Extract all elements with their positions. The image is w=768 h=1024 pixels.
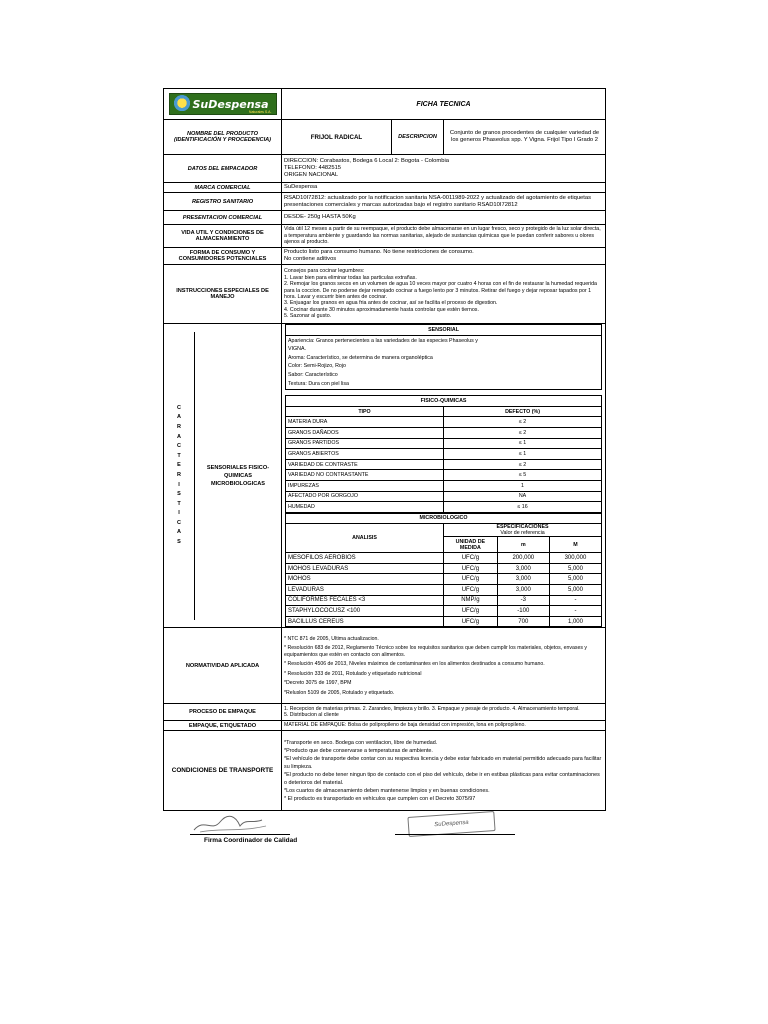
fq-row bbox=[286, 470, 602, 481]
micro-analisis: BACILLUS CEREUS bbox=[286, 616, 444, 627]
transporte-label: CONDICIONES DE TRANSPORTE bbox=[164, 731, 282, 811]
micro-m: 3,000 bbox=[497, 574, 549, 585]
sensorial-table bbox=[285, 324, 602, 390]
fq-row bbox=[286, 502, 602, 513]
fq-title: FISICO-QUIMICAS bbox=[286, 396, 602, 407]
micro-M: - bbox=[549, 606, 601, 617]
fq-defecto: ≤ 2 bbox=[444, 417, 602, 428]
fq-defecto: ≤ 2 bbox=[444, 459, 602, 470]
micro-M: 5,000 bbox=[549, 585, 601, 596]
logo-subtext: Naturales S.A. bbox=[248, 110, 272, 114]
presentacion-value: DESDE- 250g HASTA 50Kg bbox=[282, 211, 606, 225]
sensorial-body: Apariencia: Granos pertenecientes a las variedades de las especies Phaseolus y VIGNA. Aroma: Característico, se determina de manera organoléptica Color: Semi-Rojizo, Rojo Sabor: Característico Textura: Dura con piel lisa bbox=[286, 335, 602, 390]
micro-header-M: M bbox=[549, 537, 601, 553]
fq-tipo: GRANOS ABIERTOS bbox=[286, 449, 444, 460]
ficha-tecnica-document bbox=[163, 88, 605, 811]
signature-scribble bbox=[190, 812, 270, 836]
vertical-letter: A bbox=[177, 529, 181, 536]
fq-defecto: ≤ 16 bbox=[444, 502, 602, 513]
instrucciones-label: INSTRUCCIONES ESPECIALES DE MANEJO bbox=[164, 265, 282, 324]
marca-value: SuDespensa bbox=[282, 183, 606, 193]
micro-m: 3,000 bbox=[497, 585, 549, 596]
presentacion-label: PRESENTACION COMERCIAL bbox=[164, 211, 282, 225]
sensorial-title: SENSORIAL bbox=[286, 325, 602, 336]
micro-title: MICROBIOLOGICO bbox=[286, 513, 602, 524]
vertical-letter: E bbox=[177, 462, 181, 469]
fq-tipo: AFECTADO POR GORGOJO bbox=[286, 491, 444, 502]
micro-unidad: UFC/g bbox=[444, 563, 498, 574]
empacador-value: DIRECCION: Corabastos, Bodega 6 Local 2: Bogota - Colombia TELEFONO: 4482515 ORIGEN NACIONAL bbox=[282, 155, 606, 183]
document-title: FICHA TECNICA bbox=[282, 89, 606, 120]
fq-row bbox=[286, 449, 602, 460]
fq-defecto: ≤ 5 bbox=[444, 470, 602, 481]
fq-defecto: NA bbox=[444, 491, 602, 502]
micro-row bbox=[286, 553, 602, 564]
micro-analisis: MOHOS bbox=[286, 574, 444, 585]
micro-analisis: LEVADURAS bbox=[286, 585, 444, 596]
producto-name: FRIJOL RADICAL bbox=[282, 120, 392, 155]
fq-tipo: GRANOS PARTIDOS bbox=[286, 438, 444, 449]
vertical-letter: C bbox=[177, 519, 181, 526]
fq-tipo: VARIEDAD NO CONTRASTANTE bbox=[286, 470, 444, 481]
sun-icon bbox=[173, 95, 191, 113]
registro-value: RSAD10I72812: actualizado por la notificacion sanitaria NSA-0011989-2022 y actualizado del agotamiento de etiquetas presentaciones comerciales y marcas autorizadas bajo el registro sanitario RSAD10I72812 bbox=[282, 193, 606, 211]
fq-row bbox=[286, 480, 602, 491]
micro-analisis: MOHOS LEVADURAS bbox=[286, 563, 444, 574]
vida-label: VIDA UTIL Y CONDICIONES DE ALMACENAMIENTO bbox=[164, 225, 282, 248]
micro-row bbox=[286, 585, 602, 596]
microbiologico-table bbox=[285, 513, 602, 628]
descripcion-label: DESCRIPCION bbox=[392, 120, 444, 155]
instrucciones-value: Consejos para cocinar legumbres: 1. Lavar bien para eliminar todas las particulas extrañas. 2. Remojar los granos secos en un volumen de agua 10 veces mayor por cuatro 4 horas con el fin de restaurar la humedad requerida para la coccion. De no poderse dejar remojado cocinar a fuego lento por 3 minutos. Retirar del fuego y dejar reposar tapados por 1 hora. Lavar y escurrir bien antes de cocinar. 3. Enjuagar los granos en agua fria antes de cocinar, así se facilita el proceso de digestion. 4. Cocinar durante 30 minutos aproximadamente hasta controlar que estén tiernos. 5. Sazonar al gusto. bbox=[282, 265, 606, 324]
fq-tipo: IMPUREZAS bbox=[286, 480, 444, 491]
stamp-text: SuDespensa bbox=[434, 819, 469, 829]
micro-header-m: m bbox=[497, 537, 549, 553]
fq-tipo: GRANOS DAÑADOS bbox=[286, 427, 444, 438]
proceso-value: 1. Recepcion de materias primas. 2. Zarandeo, limpieza y brillo. 3. Empaque y pesaje de producto. 4. Almacenamiento temporal. 5. Distribucion al cliente bbox=[282, 704, 606, 721]
micro-row bbox=[286, 606, 602, 617]
micro-header-analisis: ANALISIS bbox=[286, 524, 444, 553]
micro-unidad: UFC/g bbox=[444, 606, 498, 617]
micro-unidad: UFC/g bbox=[444, 574, 498, 585]
fq-header-defecto: DEFECTO (%) bbox=[444, 406, 602, 417]
vertical-letter: C bbox=[177, 404, 181, 411]
fq-row bbox=[286, 438, 602, 449]
micro-M: - bbox=[549, 595, 601, 606]
etiquetado-label: EMPAQUE, ETIQUETADO bbox=[164, 721, 282, 731]
caracteristicas-content bbox=[282, 324, 606, 628]
micro-unidad: NMP/g bbox=[444, 595, 498, 606]
micro-unidad: UFC/g bbox=[444, 616, 498, 627]
vertical-letter: S bbox=[177, 539, 181, 546]
micro-m: -100 bbox=[497, 606, 549, 617]
fq-header-tipo: TIPO bbox=[286, 406, 444, 417]
etiquetado-value: MATERIAL DE EMPAQUE: Bolsa de polipropileno de baja densidad con impresión, lona en polipropileno. bbox=[282, 721, 606, 731]
micro-unidad: UFC/g bbox=[444, 585, 498, 596]
micro-M: 5,000 bbox=[549, 563, 601, 574]
micro-m: 700 bbox=[497, 616, 549, 627]
micro-row bbox=[286, 574, 602, 585]
fq-tipo: MATERIA DURA bbox=[286, 417, 444, 428]
vertical-letter: C bbox=[177, 443, 181, 450]
micro-spec: ESPECIFICACIONES bbox=[444, 524, 602, 531]
firma-label: Firma Coordinador de Calidad bbox=[204, 837, 298, 844]
signature-line bbox=[190, 834, 290, 835]
micro-ref: Valor de referencia bbox=[444, 530, 602, 537]
micro-analisis: STAPHYLOCOCUSZ <100 bbox=[286, 606, 444, 617]
vertical-letter: I bbox=[178, 481, 180, 488]
vertical-letter: T bbox=[177, 452, 181, 459]
vertical-letter: A bbox=[177, 433, 181, 440]
sudespensa-logo bbox=[169, 93, 277, 115]
fq-row bbox=[286, 427, 602, 438]
ficha-table bbox=[163, 88, 606, 811]
micro-m: -3 bbox=[497, 595, 549, 606]
fq-defecto: 1 bbox=[444, 480, 602, 491]
normatividad-label: NORMATIVIDAD APLICADA bbox=[164, 628, 282, 704]
logo-brand: SuDespensa bbox=[192, 97, 269, 111]
fq-row bbox=[286, 459, 602, 470]
stamp-line bbox=[395, 834, 515, 835]
fq-row bbox=[286, 417, 602, 428]
fq-tipo: HUMEDAD bbox=[286, 502, 444, 513]
micro-M: 1,000 bbox=[549, 616, 601, 627]
vertical-letter: T bbox=[177, 500, 181, 507]
producto-label: NOMBRE DEL PRODUCTO (IDENTIFICACIÓN Y PROCEDENCIA) bbox=[164, 120, 282, 155]
transporte-value: *Transporte en seco. Bodega con ventilacion, libre de humedad. *Producto que debe conservarse a temperaturas de ambiente. *El vehículo de transporte debe contar con su respectiva licencia y debe estar fabricado en material permitido adecuado para facilitar su limpieza. *El producto no debe tener ningun tipo de contacto con el piso del vehículo, debe ir en estibas plásticas para evitar contaminaciones o deterioros del material. *Los cuartos de almacenamiento deben mantenerse limpios y en buenas condiciones. * El producto es transportado en vehículos que cumplen con el Decreto 3075/97 bbox=[282, 731, 606, 811]
micro-header-unidad: UNIDAD DE MEDIDA bbox=[444, 537, 498, 553]
normatividad-value: * NTC 871 de 2005, Ultima actualizacion. * Resolución 683 de 2012, Reglamento Técnico sobre los requisitos sanitarios que deben cumplir los materiales, objetos, envases y equipamientos que estén en contacto con alimentos. * Resolución 4506 de 2013, Niveles máximos de contaminantes en los alimentos destinados a consumo humano. * Resolución 333 de 2011, Rotulado y etiquetado nutricional *Decreto 3075 de 1997, BPM *Reluslon 5109 de 2005, Rotulado y etiquetado. bbox=[282, 628, 606, 704]
empacador-label: DATOS DEL EMPACADOR bbox=[164, 155, 282, 183]
vertical-letter: R bbox=[177, 423, 181, 430]
vertical-letter: R bbox=[177, 471, 181, 478]
micro-M: 5,000 bbox=[549, 574, 601, 585]
vertical-letter: A bbox=[177, 414, 181, 421]
micro-row bbox=[286, 595, 602, 606]
descripcion-value: Conjunto de granos procedentes de cualquier variedad de los generos Phaseolus spp. Y Vigna. Frijol Tipo I Grado 2 bbox=[444, 120, 606, 155]
fq-row bbox=[286, 491, 602, 502]
fisico-quimicas-table bbox=[285, 395, 602, 513]
micro-analisis: MESOFILOS AEROBIOS bbox=[286, 553, 444, 564]
proceso-label: PROCESO DE EMPAQUE bbox=[164, 704, 282, 721]
vida-value: Vida útil 12 meses a partir de su reempaque, el producto debe almacenarse en un lugar fresco, seco y protegido de la luz solar directa, a temperatura ambiente y guardando las normas sanitarias, alejado de sustancias químicas que le puedan conferir sabores u olores ajenos al producto. bbox=[282, 225, 606, 248]
micro-row bbox=[286, 563, 602, 574]
caracteristicas-vertical-label bbox=[164, 332, 195, 620]
micro-row bbox=[286, 616, 602, 627]
fq-defecto: ≤ 2 bbox=[444, 427, 602, 438]
consumo-value: Producto listo para consumo humano. No tiene restricciones de consumo. No contiene aditivos bbox=[282, 248, 606, 265]
vertical-letter: S bbox=[177, 491, 181, 498]
fq-defecto: ≤ 1 bbox=[444, 438, 602, 449]
fq-tipo: VARIEDAD DE CONTRASTE bbox=[286, 459, 444, 470]
consumo-label: FORMA DE CONSUMO Y CONSUMIDORES POTENCIALES bbox=[164, 248, 282, 265]
micro-analisis: COLIFORMES FECALES <3 bbox=[286, 595, 444, 606]
caracteristicas-label-cell bbox=[164, 324, 282, 628]
micro-unidad: UFC/g bbox=[444, 553, 498, 564]
micro-m: 200,000 bbox=[497, 553, 549, 564]
logo-cell bbox=[164, 89, 282, 120]
caracteristicas-label: SENSORIALES FISICO-QUIMICAS MICROBIOLOGICAS bbox=[206, 464, 270, 487]
registro-label: REGISTRO SANITARIO bbox=[164, 193, 282, 211]
micro-m: 3,000 bbox=[497, 563, 549, 574]
vertical-letter: I bbox=[178, 510, 180, 517]
marca-label: MARCA COMERCIAL bbox=[164, 183, 282, 193]
micro-M: 300,000 bbox=[549, 553, 601, 564]
fq-defecto: ≤ 1 bbox=[444, 449, 602, 460]
